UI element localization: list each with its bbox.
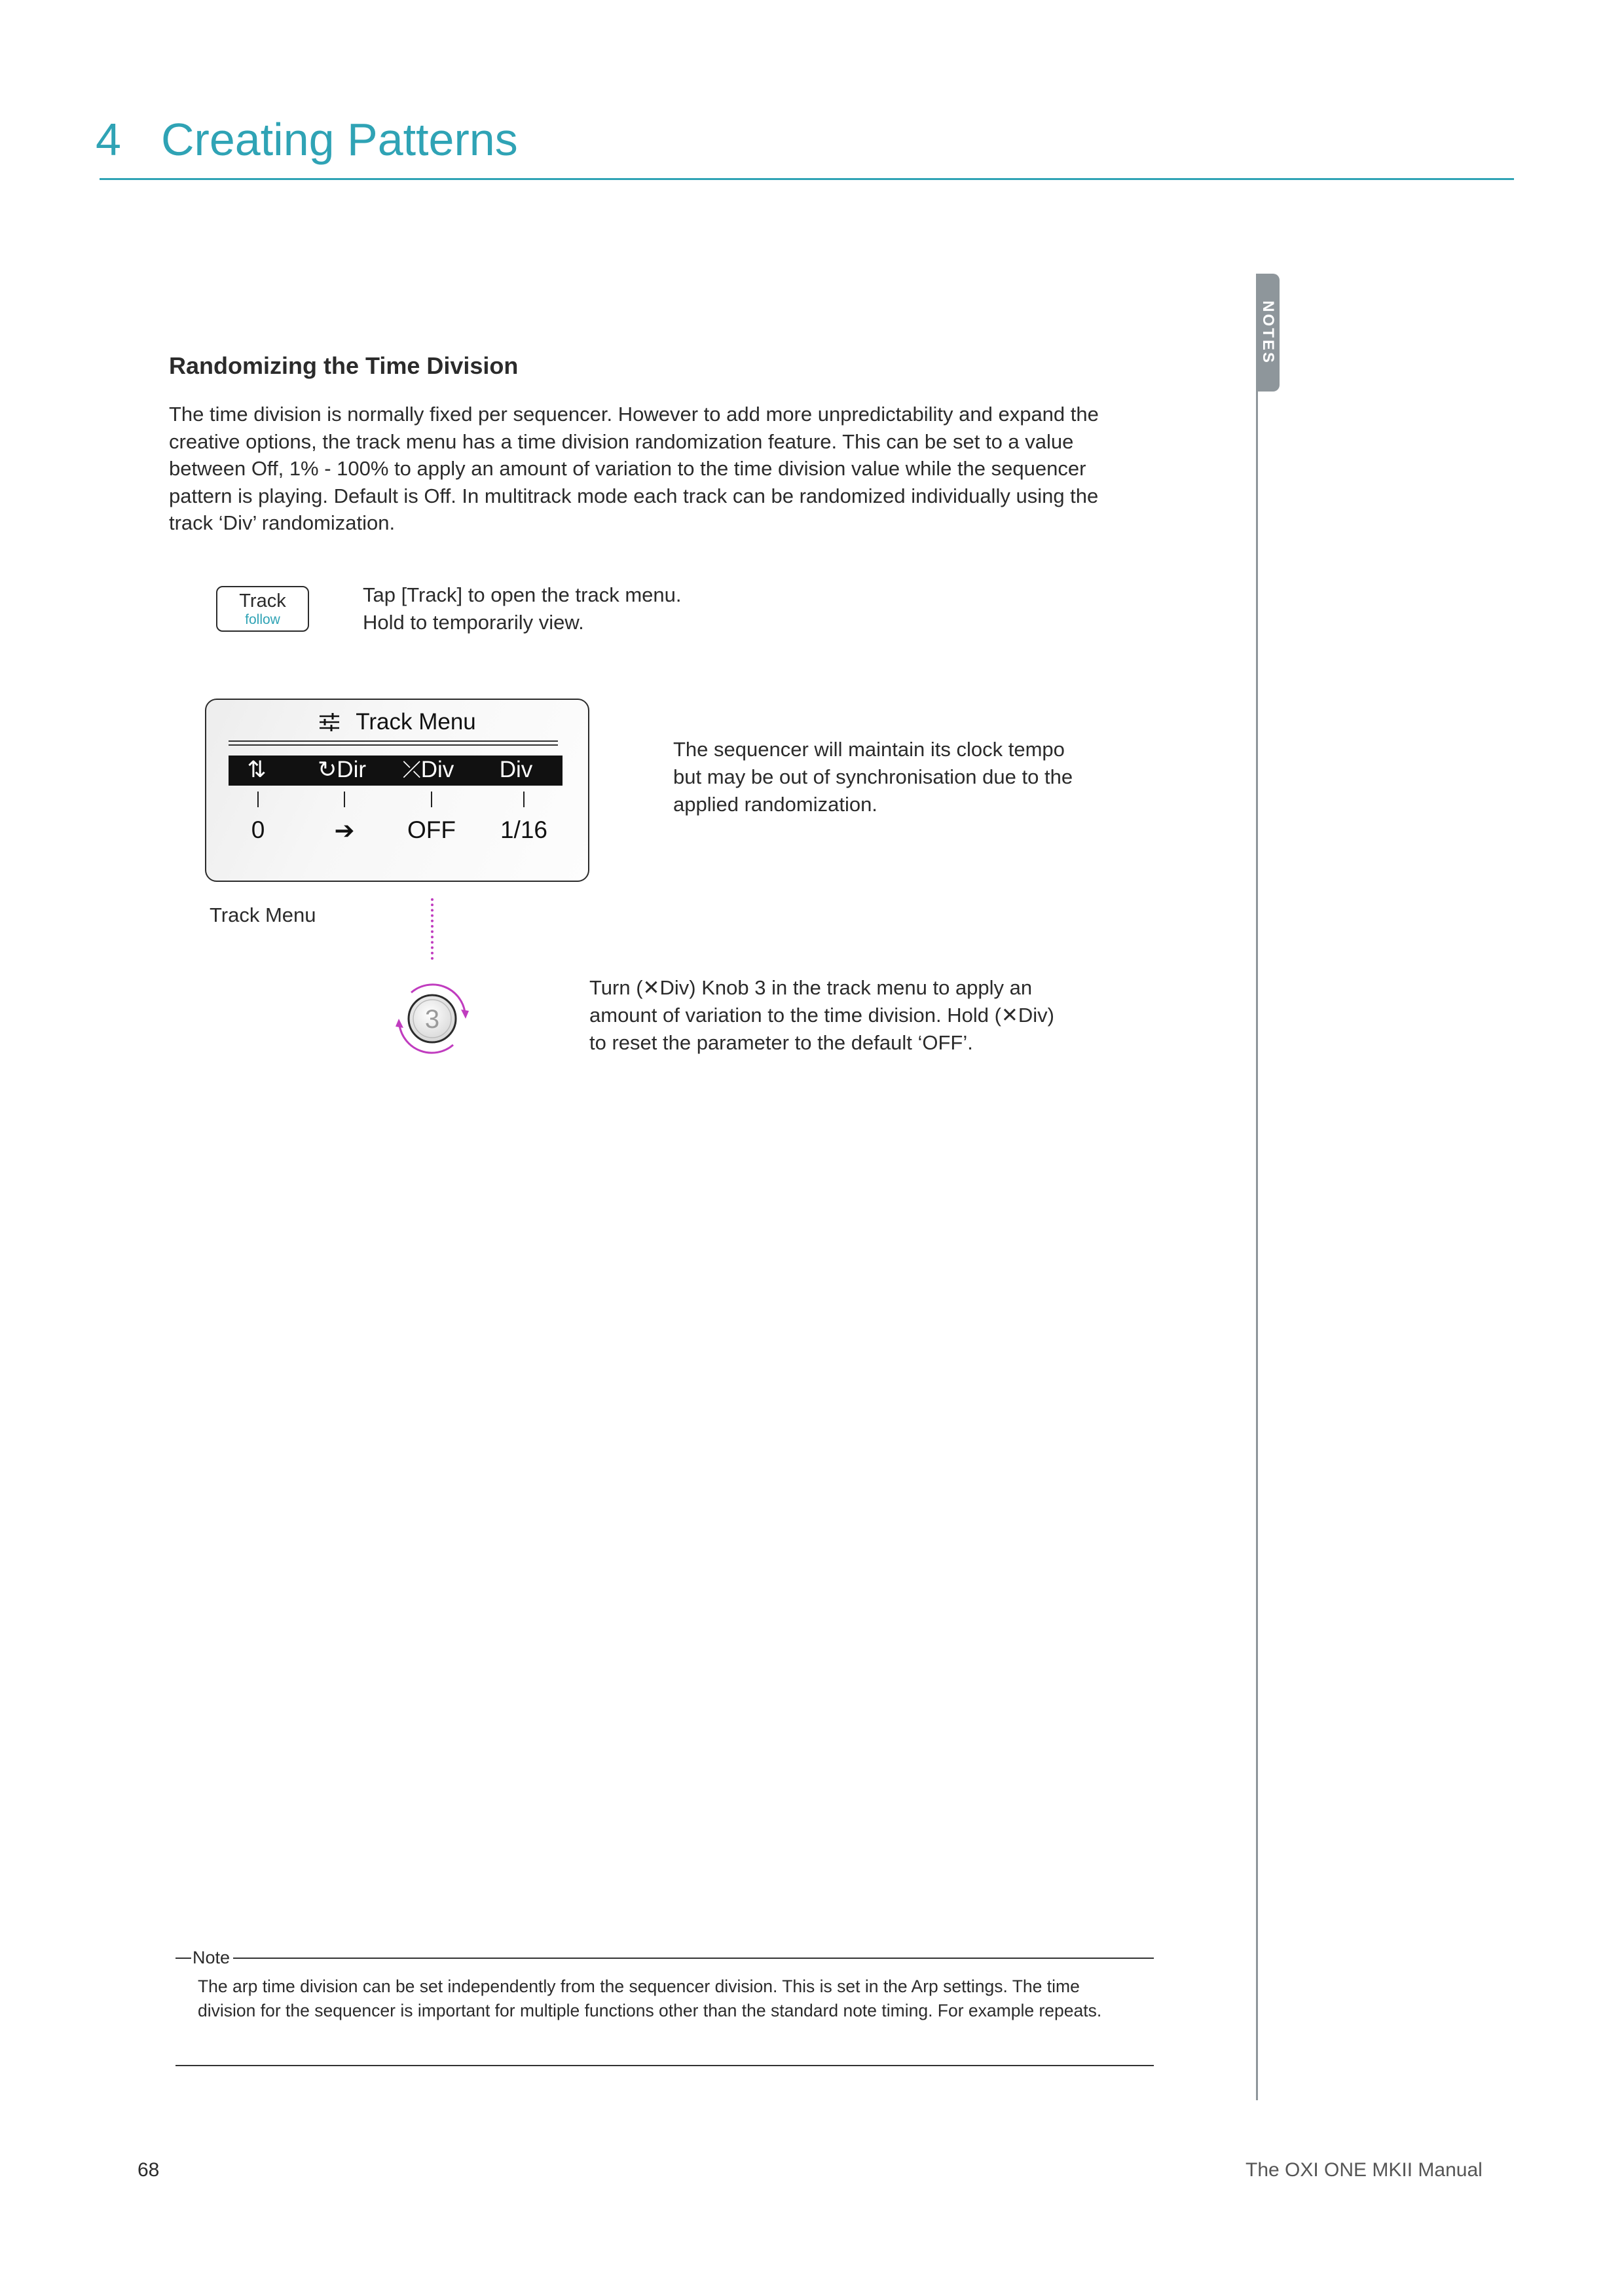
notes-sidebar-line [1256, 274, 1258, 2100]
note-border [175, 2065, 1154, 2066]
knob-instruction-line: Turn (✕Div) Knob 3 in the track menu to apply an [589, 976, 1033, 999]
track-button-label: Track [239, 591, 286, 611]
column-value-dir: ➔ [334, 817, 355, 844]
intro-paragraph: The time division is normally fixed per sequencer. However to add more unpredictability and expand the creative options, the track menu has a time division randomization feature. This can be set to a value between Off, 1% - 100% to apply an amount of variation to the time division value while the sequencer pattern is playing. Default is Off. In multitrack mode each track can be randomized individually using the track ‘Div’ randomization. [169, 403, 1099, 534]
section-heading: Randomizing the Time Division [169, 352, 519, 379]
sequencer-note-line: The sequencer will maintain its clock tempo [673, 738, 1065, 761]
column-header-transpose: ⇅ [247, 757, 267, 782]
sequencer-note-line: applied randomization. [673, 793, 877, 816]
knob-instructions [589, 974, 1054, 1057]
chapter-number: 4 [96, 114, 121, 165]
column-header-div: Div [499, 757, 533, 782]
sequencer-note-line: but may be out of synchronisation due to the [673, 765, 1073, 788]
knob-number: 3 [424, 1005, 440, 1034]
screen-divider [229, 740, 558, 742]
column-value-div: 1/16 [500, 816, 547, 843]
knob-instruction-line: to reset the parameter to the default ‘OFF’. [589, 1031, 973, 1054]
screen-title: Track Menu [356, 709, 476, 735]
track-instruction-line: Tap [Track] to open the track menu. [363, 583, 682, 606]
track-instruction-line: Hold to temporarily view. [363, 611, 584, 634]
manual-title: The OXI ONE MKII Manual [1246, 2159, 1483, 2181]
screen-divider [229, 744, 558, 746]
column-tick [431, 792, 432, 807]
note-text: The arp time division can be set independently from the sequencer division. This is set in the Arp settings. The time division for the sequencer is important for multiple functions other than the standard note timing. For example repeats. [198, 1977, 1102, 2020]
column-tick [523, 792, 525, 807]
chapter-title: Creating Patterns [161, 114, 518, 165]
column-header-random-div: ⤫Div [402, 757, 454, 782]
track-button [216, 586, 309, 632]
knob-3 [392, 978, 473, 1059]
header-divider [100, 178, 1514, 180]
column-header-dir: ↻Dir [317, 757, 367, 782]
sequencer-note [673, 736, 1073, 818]
column-value-transpose: 0 [251, 816, 265, 843]
track-instructions [363, 581, 681, 636]
dotted-connector [431, 898, 434, 960]
note-border [175, 1958, 191, 1959]
track-button-sublabel: follow [245, 611, 280, 627]
track-menu-screen [205, 699, 589, 882]
knob-icon [392, 978, 473, 1059]
note-box [175, 1948, 1154, 2066]
notes-tab-label: NOTES [1259, 301, 1277, 365]
column-value-random-div: OFF [407, 816, 456, 843]
notes-tab [1256, 274, 1280, 392]
note-label: Note [193, 1948, 231, 1967]
page-number: 68 [138, 2159, 160, 2181]
column-tick [344, 792, 345, 807]
screen-caption: Track Menu [210, 903, 316, 926]
sliders-icon [318, 710, 341, 735]
note-border [233, 1958, 1154, 1959]
knob-instruction-line: amount of variation to the time division. Hold (✕Div) [589, 1004, 1054, 1027]
screen-header-bar [229, 756, 563, 786]
screen-title-row [206, 709, 588, 735]
column-tick [257, 792, 259, 807]
